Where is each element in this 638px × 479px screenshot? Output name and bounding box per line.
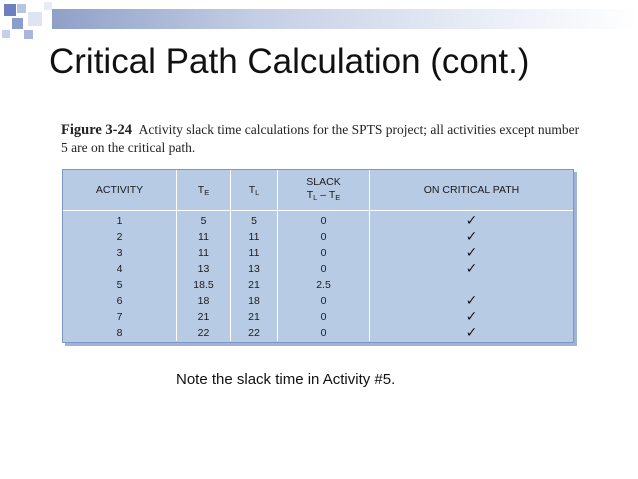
table-row — [63, 261, 573, 277]
figure-caption-text: Activity slack time calculations for the SPTS project; all activities except number 5 are on the critical path. — [61, 122, 580, 155]
figure-label: Figure 3-24 — [61, 122, 133, 138]
cell-activity: 1 — [116, 215, 123, 227]
table-row — [63, 293, 573, 309]
header-te-sub: E — [204, 187, 210, 197]
table-row — [63, 229, 573, 245]
header-critical: ON CRITICAL PATH — [370, 170, 574, 211]
title-bar-gradient — [52, 9, 638, 29]
cell-activity: 3 — [116, 247, 123, 259]
header-slack-minus: – — [317, 189, 329, 201]
header-tl-main: T — [248, 183, 256, 196]
header-slack-a-sub: L — [313, 193, 318, 202]
checkmark-icon: ✓ — [370, 245, 574, 261]
cell-activity: 7 — [116, 311, 123, 323]
figure-caption — [61, 121, 581, 156]
cell-tl: 5 — [231, 211, 278, 230]
cell-te: 22 — [177, 325, 231, 341]
cell-te: 18.5 — [177, 277, 231, 293]
header-tl — [231, 170, 278, 211]
table-header-row — [63, 170, 573, 211]
cell-te: 11 — [177, 245, 231, 261]
cell-activity: 8 — [116, 327, 123, 339]
cell-tl: 22 — [231, 325, 278, 341]
checkmark-icon: ✓ — [370, 229, 574, 245]
table-row — [63, 309, 573, 325]
decor-square — [17, 4, 26, 13]
header-slack — [278, 170, 370, 211]
cell-slack: 0 — [278, 325, 370, 341]
header-slack-b-sub: E — [335, 193, 341, 202]
checkmark-icon: ✓ — [370, 261, 574, 277]
cell-slack: 0 — [278, 293, 370, 309]
cell-tl: 11 — [231, 229, 278, 245]
decor-square — [44, 2, 52, 10]
table-row — [63, 325, 573, 341]
header-tl-sub: L — [255, 187, 260, 197]
header-slack-title: SLACK — [306, 176, 341, 188]
decor-square — [2, 30, 10, 38]
decor-square — [12, 18, 23, 29]
cell-tl: 21 — [231, 277, 278, 293]
checkmark-icon: ✓ — [370, 293, 574, 309]
table-row — [63, 245, 573, 261]
table-row — [63, 211, 573, 230]
header-te — [177, 170, 231, 211]
slide-note: Note the slack time in Activity #5. — [176, 371, 396, 388]
decor-square — [24, 30, 33, 39]
cell-activity: 6 — [116, 295, 123, 307]
cell-slack: 0 — [278, 229, 370, 245]
cell-activity: 4 — [116, 263, 123, 275]
cell-slack: 0 — [278, 261, 370, 277]
cell-te: 18 — [177, 293, 231, 309]
cell-activity: 2 — [116, 231, 123, 243]
critical-cell-empty — [370, 277, 574, 293]
table-row — [63, 277, 573, 293]
cell-slack: 0 — [278, 309, 370, 325]
cell-te: 21 — [177, 309, 231, 325]
slack-table — [63, 170, 573, 341]
header-slack-b-main: T — [328, 189, 336, 201]
cell-te: 13 — [177, 261, 231, 277]
header-te-main: T — [197, 183, 205, 196]
cell-tl: 21 — [231, 309, 278, 325]
cell-activity: 5 — [116, 279, 123, 291]
checkmark-icon: ✓ — [370, 325, 574, 341]
cell-tl: 18 — [231, 293, 278, 309]
header-activity: ACTIVITY — [95, 184, 144, 196]
cell-tl: 11 — [231, 245, 278, 261]
decor-square — [28, 12, 42, 26]
cell-te: 5 — [177, 211, 231, 230]
cell-slack: 0 — [278, 245, 370, 261]
header-slack-a-main: T — [306, 189, 314, 201]
cell-tl: 13 — [231, 261, 278, 277]
checkmark-icon: ✓ — [370, 309, 574, 325]
cell-te: 11 — [177, 229, 231, 245]
slack-table-container — [62, 169, 574, 343]
header-slack-formula — [278, 189, 369, 204]
cell-slack: 0 — [278, 211, 370, 230]
decor-square — [4, 4, 16, 16]
cell-slack: 2.5 — [278, 277, 370, 293]
checkmark-icon: ✓ — [370, 211, 574, 230]
slide-title: Critical Path Calculation (cont.) — [49, 42, 530, 81]
